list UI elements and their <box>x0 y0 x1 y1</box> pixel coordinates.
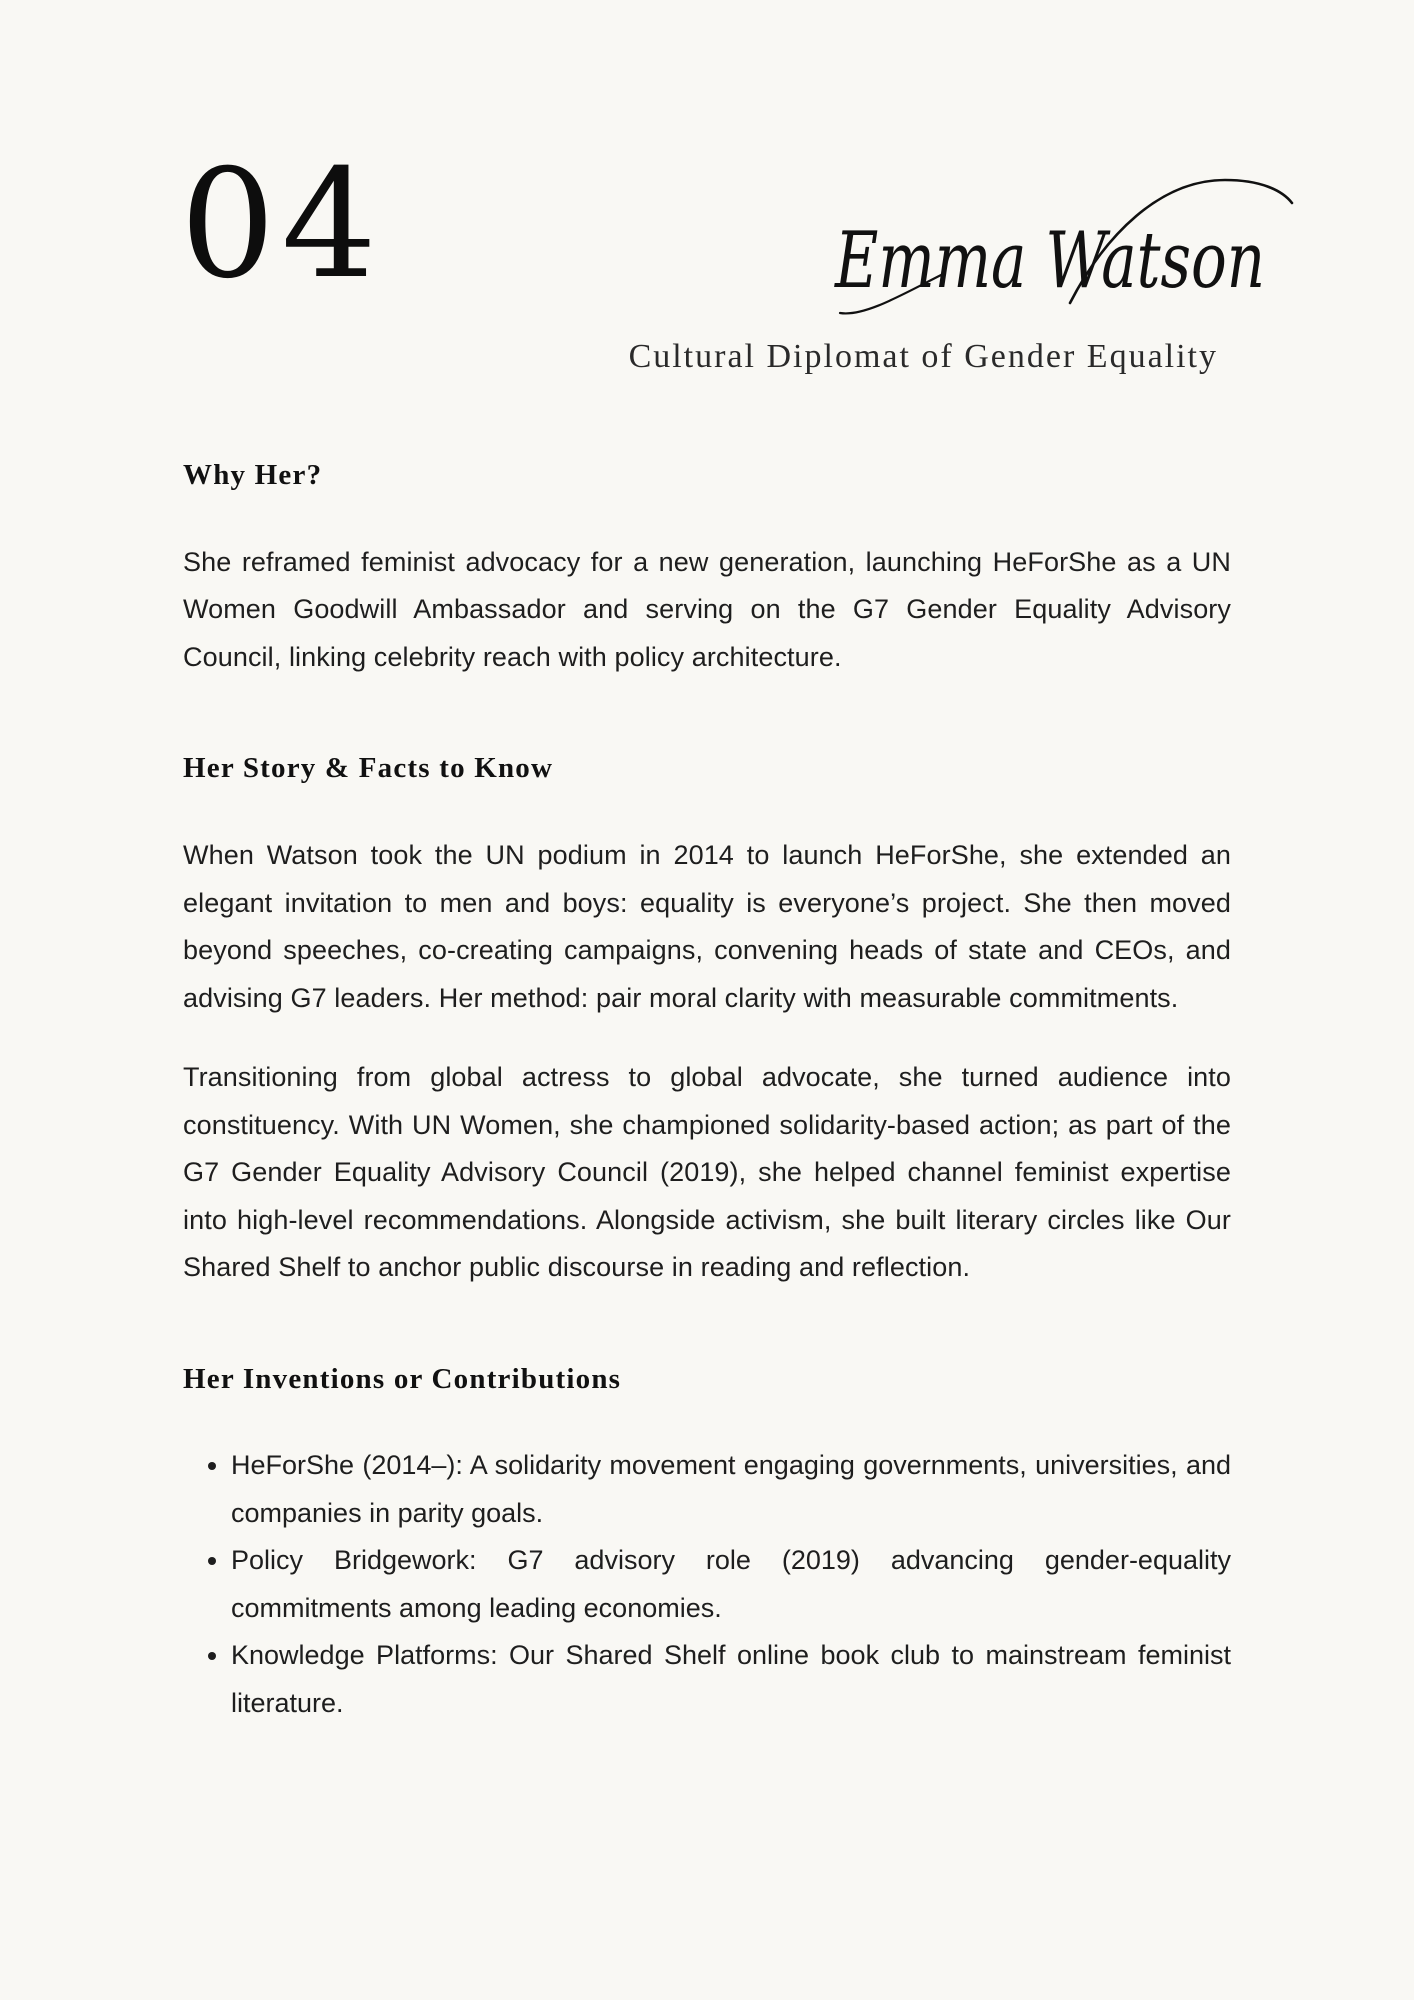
section-her-story <box>183 751 1231 1291</box>
name-signature <box>820 165 1295 340</box>
signature-name-text: Emma Watson <box>833 216 1265 306</box>
paragraph: Transitioning from global actress to global advocate, she turned audience into constituency. With UN Women, she championed solidarity-based action; as part of the G7 Gender Equality Advisory Council (2019), she helped channel feminist expertise into high-level recommendations. Alongside activism, she built literary circles like Our Shared Shelf to anchor public discourse in reading and reflection. <box>183 1062 1231 1283</box>
section-heading: Her Inventions or Contributions <box>183 1362 622 1395</box>
paragraph: When Watson took the UN podium in 2014 to launch HeForShe, she extended an elegant invitation to men and boys: equality is everyone’s project. She then moved beyond speeches, co-creating campaigns, convening heads of state and CEOs, and advising G7 leaders. Her method: pair moral clarity with measurable commitments. <box>183 840 1231 1013</box>
list-item: • Policy Bridgework: G7 advisory role (2019) advancing gender-equality commitments among leading economies. <box>231 1537 1231 1632</box>
main-content <box>183 458 1231 1727</box>
list-item: • HeForShe (2014–): A solidarity movement engaging governments, universities, and companies in parity goals. <box>231 1442 1231 1537</box>
section-heading: Why Her? <box>183 459 323 491</box>
signature-graphic <box>820 165 1295 340</box>
list-item: • Knowledge Platforms: Our Shared Shelf online book club to mainstream feminist literature. <box>231 1632 1231 1727</box>
chapter-number: 04 <box>180 138 383 312</box>
section-why-her <box>183 458 1231 681</box>
paragraph: She reframed feminist advocacy for a new generation, launching HeForShe as a UN Women Goodwill Ambassador and serving on the G7 Gender Equality Advisory Council, linking celebrity reach with policy architecture. <box>183 546 1231 672</box>
section-heading: Her Story & Facts to Know <box>183 752 554 785</box>
subtitle: Cultural Diplomat of Gender Equality <box>628 338 1218 375</box>
section-contributions <box>183 1362 1231 1728</box>
contributions-list <box>183 1442 1231 1727</box>
